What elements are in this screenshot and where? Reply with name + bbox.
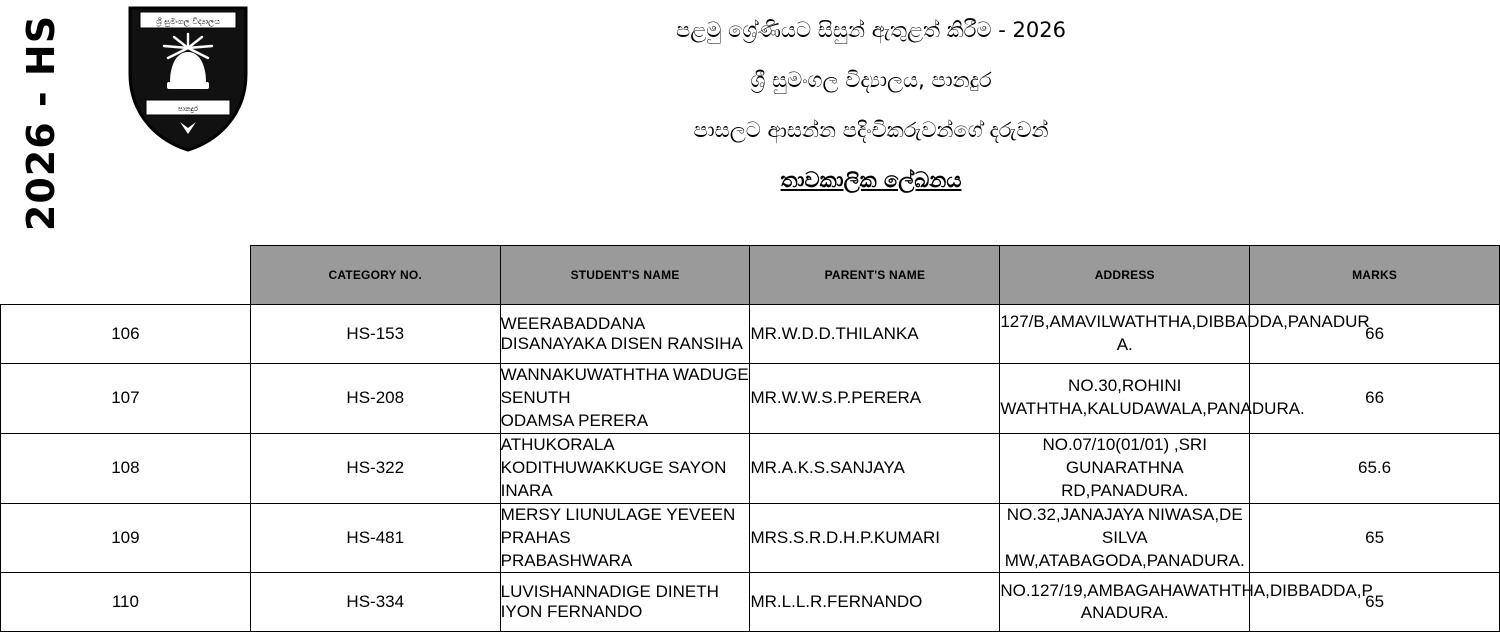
header-line-3: පාසලට ආසන්න පදිංචිකරුවන්ගේ දරුවන් <box>693 118 1049 142</box>
cell-student-name-line: WANNAKUWATHTHA WADUGE SENUTH <box>500 365 749 407</box>
cell-student-name-line: ATHUKORALA KODITHUWAKKUGE SAYON <box>500 434 727 477</box>
cell-category-no: HS-153 <box>250 305 500 364</box>
cell-address-line: NO.32,JANAJAYA NIWASA,DE SILVA <box>1006 504 1243 547</box>
cell-student-name <box>500 503 750 573</box>
cell-parent-name: MRS.S.R.D.H.P.KUMARI <box>750 503 1000 573</box>
cell-address-line: NO.07/10(01/01) ,SRI GUNARATHNA <box>1042 434 1207 477</box>
cell-address <box>1000 433 1250 503</box>
cell-marks: 65 <box>1250 573 1500 632</box>
cell-category-no: HS-322 <box>250 433 500 503</box>
cell-marks: 65 <box>1250 503 1500 573</box>
header-line-2: ශ්‍රී සුමංගල විද්‍යාලය, පානදුර <box>750 68 992 92</box>
cell-address-line: NO.127/19,AMBAGAHAWATHTHA,DIBBADDA,P <box>1000 580 1373 600</box>
cell-address-line: WATHTHA,KALUDAWALA,PANADURA. <box>1000 399 1305 419</box>
table-row <box>1 573 1500 632</box>
table-header-row <box>1 246 1500 305</box>
header-title-block <box>282 12 1460 191</box>
cell-student-name <box>500 364 750 434</box>
cell-marks: 65.6 <box>1250 433 1500 503</box>
cell-address <box>1000 503 1250 573</box>
table-row <box>1 305 1500 364</box>
column-header-address: ADDRESS <box>1000 246 1250 305</box>
cell-parent-name: MR.A.K.S.SANJAYA <box>750 433 1000 503</box>
cell-student-name <box>500 433 750 503</box>
cell-student-name: LUVISHANNADIGE DINETH IYON FERNANDO <box>500 573 750 632</box>
cell-category-no: HS-208 <box>250 364 500 434</box>
cell-address-line: RD,PANADURA. <box>1061 480 1189 500</box>
table-row <box>1 433 1500 503</box>
column-header-index <box>1 246 251 305</box>
cell-address-line: MW,ATABAGODA,PANADURA. <box>1004 550 1245 570</box>
table-row <box>1 503 1500 573</box>
svg-text:ශ්‍රී සුමංගල විද්‍යාලය: ශ්‍රී සුමංගල විද්‍යාලය <box>156 17 220 26</box>
cell-address-line: NO.30,ROHINI <box>1068 376 1182 396</box>
cell-index: 108 <box>1 433 251 503</box>
cell-address <box>1000 305 1370 364</box>
column-header-parent-name: PARENT'S NAME <box>750 246 1000 305</box>
svg-text:පානදුර: පානදුර <box>177 105 199 113</box>
cell-parent-name: MR.W.D.D.THILANKA <box>750 305 1000 364</box>
cell-address-line: 127/B,AMAVILWATHTHA,DIBBADDA,PANADUR <box>1000 312 1370 332</box>
cell-address-line: ANADURA. <box>1080 603 1169 623</box>
cell-index: 107 <box>1 364 251 434</box>
cell-index: 110 <box>1 573 251 632</box>
header-line-1: පළමු ශ්‍රේණියට සිසුන් ඇතුළත් කිරීම - 2026 <box>676 18 1066 42</box>
column-header-marks: MARKS <box>1250 246 1500 305</box>
cell-index: 109 <box>1 503 251 573</box>
cell-address-line: A. <box>1116 335 1133 354</box>
document-header <box>82 0 1500 245</box>
cell-student-name-line: PRABASHWARA <box>500 550 633 570</box>
cell-category-no: HS-481 <box>250 503 500 573</box>
year-strip-label: 2026 - HS <box>19 14 64 231</box>
column-header-category-no: CATEGORY NO. <box>250 246 500 305</box>
cell-marks: 66 <box>1250 364 1500 434</box>
cell-parent-name: MR.W.W.S.P.PERERA <box>750 364 1000 434</box>
year-strip <box>0 0 82 245</box>
header-line-4: තාවකාලික ලේඛනය <box>780 168 962 192</box>
cell-student-name-line: ODAMSA PERERA <box>500 410 649 430</box>
cell-category-no: HS-334 <box>250 573 500 632</box>
student-roster-table <box>0 245 1500 632</box>
cell-parent-name: MR.L.L.R.FERNANDO <box>750 573 1000 632</box>
cell-index: 106 <box>1 305 251 364</box>
cell-student-name: WEERABADDANA DISANAYAKA DISEN RANSIHA <box>500 305 750 364</box>
cell-student-name-line: MERSY LIUNULAGE YEVEEN PRAHAS <box>500 504 736 547</box>
column-header-student-name: STUDENT'S NAME <box>500 246 750 305</box>
cell-student-name-line: INARA <box>500 480 553 500</box>
table-row <box>1 364 1500 434</box>
cell-address <box>1000 573 1373 632</box>
cell-address <box>1000 364 1305 434</box>
cell-marks: 66 <box>1250 305 1500 364</box>
school-crest-icon <box>126 4 250 154</box>
